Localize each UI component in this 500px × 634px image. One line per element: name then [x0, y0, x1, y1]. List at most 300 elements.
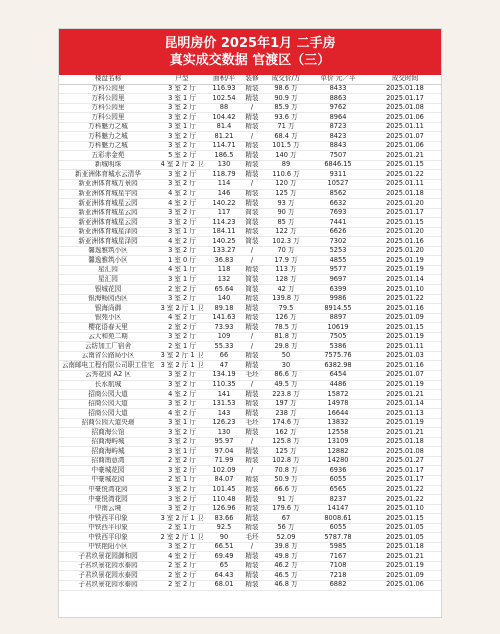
cell-unit-price: 6882 [309, 580, 367, 590]
cell-name: 子君玖景花园水泰园 [59, 580, 157, 590]
cell-decoration: / [241, 380, 263, 390]
cell-decoration: 简装 [241, 218, 263, 228]
cell-price: 179.6 万 [263, 504, 309, 514]
cell-area: 132 [207, 275, 241, 285]
cell-date: 2025.01.20 [367, 199, 442, 209]
cell-area: 102.09 [207, 466, 241, 476]
cell-name: 招商海公馆 [59, 428, 157, 438]
cell-decoration: 精装 [241, 313, 263, 323]
cell-name: 万科魅力之城 [59, 141, 157, 151]
cell-decoration: 简装 [241, 237, 263, 247]
cell-name: 银城花园 [59, 285, 157, 295]
cell-unit-price: 9577 [309, 265, 367, 275]
cell-area: 110.48 [207, 495, 241, 505]
cell-name: 中铁西平印象 [59, 523, 157, 533]
cell-price: 68.4 万 [263, 132, 309, 142]
cell-price: 39.8 万 [263, 542, 309, 552]
cell-price: 29.8 万 [263, 342, 309, 352]
cell-name: 万科魅力之城 [59, 132, 157, 142]
cell-layout: 3 室 2 厅 [157, 170, 207, 180]
cell-layout: 4 室 2 厅 [157, 199, 207, 209]
table-row [59, 561, 442, 571]
cell-unit-price: 8863 [309, 94, 367, 104]
cell-unit-price: 7302 [309, 237, 367, 247]
cell-name: 招商海屿城 [59, 437, 157, 447]
cell-decoration: / [241, 342, 263, 352]
column-header-name: 楼盘名称 [59, 75, 157, 84]
cell-date: 2025.01.03 [367, 351, 442, 361]
cell-price: 79.5 [263, 304, 309, 314]
cell-decoration: / [241, 180, 263, 190]
cell-price: 125 万 [263, 189, 309, 199]
cell-unit-price: 8897 [309, 313, 367, 323]
table-row [59, 94, 442, 104]
cell-decoration: 精装 [241, 189, 263, 199]
column-header-date: 成交时间 [367, 75, 442, 84]
cell-price: 120 万 [263, 180, 309, 190]
table-row [59, 170, 442, 180]
table-row [59, 332, 442, 342]
table-row [59, 132, 442, 142]
cell-area: 81.21 [207, 132, 241, 142]
cell-unit-price: 6454 [309, 370, 367, 380]
table-row [59, 447, 442, 457]
cell-area: 66.51 [207, 542, 241, 552]
cell-area: 36.83 [207, 256, 241, 266]
cell-date: 2025.01.22 [367, 495, 442, 505]
cell-layout: 3 室 2 厅 1 卫 [157, 514, 207, 524]
cell-unit-price: 7441 [309, 218, 367, 228]
cell-layout: 3 室 2 厅 [157, 504, 207, 514]
cell-decoration: 精装 [241, 571, 263, 581]
cell-layout: 3 室 1 厅 [157, 94, 207, 104]
cell-unit-price: 16644 [309, 409, 367, 419]
cell-date: 2025.01.06 [367, 141, 442, 151]
cell-unit-price: 9311 [309, 170, 367, 180]
cell-name: 云大和苑二期 [59, 332, 157, 342]
cell-name: 新亚洲体育城万景园 [59, 180, 157, 190]
cell-unit-price: 5985 [309, 542, 367, 552]
cell-decoration: / [241, 256, 263, 266]
cell-price: 70.8 万 [263, 466, 309, 476]
cell-price: 46.8 万 [263, 580, 309, 590]
cell-name: 中南云境 [59, 504, 157, 514]
cell-price: 71 万 [263, 122, 309, 132]
cell-name: 招商公园大道 [59, 390, 157, 400]
cell-decoration: 精装 [241, 504, 263, 514]
cell-layout: 3 室 2 厅 [157, 246, 207, 256]
price-table-card [58, 28, 442, 618]
cell-decoration: / [241, 103, 263, 113]
cell-area: 141.63 [207, 313, 241, 323]
cell-price: 49.5 万 [263, 380, 309, 390]
cell-date: 2025.01.21 [367, 151, 442, 161]
cell-unit-price: 14147 [309, 504, 367, 514]
cell-layout: 3 室 2 厅 [157, 485, 207, 495]
cell-date: 2025.01.15 [367, 218, 442, 228]
cell-decoration: 简装 [241, 275, 263, 285]
cell-date: 2025.01.16 [367, 237, 442, 247]
table-body [59, 84, 442, 590]
cell-price: 70 万 [263, 246, 309, 256]
cell-unit-price: 10527 [309, 180, 367, 190]
cell-unit-price: 7167 [309, 552, 367, 562]
cell-area: 184.11 [207, 227, 241, 237]
cell-unit-price: 7218 [309, 571, 367, 581]
cell-decoration: 精装 [241, 122, 263, 132]
cell-area: 116.93 [207, 84, 241, 94]
cell-price: 93.6 万 [263, 113, 309, 123]
table-row [59, 294, 442, 304]
cell-price: 113 万 [263, 265, 309, 275]
table-row [59, 227, 442, 237]
cell-decoration: 精装 [241, 227, 263, 237]
cell-unit-price: 7507 [309, 151, 367, 161]
cell-date: 2025.01.07 [367, 132, 442, 142]
cell-date: 2025.01.22 [367, 294, 442, 304]
cell-layout: 3 室 2 厅 [157, 370, 207, 380]
cell-name: 银海尚御 [59, 304, 157, 314]
cell-price: 110.6 万 [263, 170, 309, 180]
cell-decoration: 毛坯 [241, 533, 263, 543]
cell-name: 子君玖景花园水泰园 [59, 561, 157, 571]
cell-name: 云秀花园 A2 区 [59, 370, 157, 380]
cell-area: 130 [207, 428, 241, 438]
cell-price: 126 万 [263, 313, 309, 323]
cell-name: 新亚洲体育城星云园 [59, 218, 157, 228]
cell-date: 2025.01.19 [367, 256, 442, 266]
cell-unit-price: 12882 [309, 447, 367, 457]
cell-decoration: 精装 [241, 361, 263, 371]
title-line-2: 真实成交数据 官渡区（三） [169, 53, 331, 68]
cell-decoration: 精装 [241, 552, 263, 562]
transaction-table [59, 75, 442, 591]
cell-date: 2025.01.06 [367, 580, 442, 590]
cell-price: 128 万 [263, 275, 309, 285]
cell-decoration: 精装 [241, 456, 263, 466]
table-row [59, 437, 442, 447]
cell-layout: 3 室 2 厅 [157, 542, 207, 552]
cell-layout: 4 室 1 厅 [157, 265, 207, 275]
cell-price: 140 万 [263, 151, 309, 161]
table-row [59, 122, 442, 132]
cell-name: 招商公园大道 [59, 399, 157, 409]
table-row [59, 571, 442, 581]
cell-area: 118 [207, 265, 241, 275]
cell-date: 2025.01.05 [367, 523, 442, 533]
cell-unit-price: 14280 [309, 456, 367, 466]
cell-layout: 4 室 2 厅 [157, 237, 207, 247]
cell-price: 78.5 万 [263, 323, 309, 333]
cell-layout: 3 室 2 厅 [157, 437, 207, 447]
cell-price: 81.8 万 [263, 332, 309, 342]
cell-layout: 2 室 1 厅 [157, 475, 207, 485]
cell-area: 89.18 [207, 304, 241, 314]
cell-name: 万科公园里 [59, 103, 157, 113]
table-row [59, 456, 442, 466]
cell-area: 68.01 [207, 580, 241, 590]
cell-date: 2025.01.11 [367, 342, 442, 352]
cell-decoration: 精装 [241, 294, 263, 304]
cell-price: 197 万 [263, 399, 309, 409]
cell-date: 2025.01.09 [367, 571, 442, 581]
cell-decoration: 精装 [241, 199, 263, 209]
cell-area: 114.23 [207, 218, 241, 228]
cell-unit-price: 8008.61 [309, 514, 367, 524]
cell-name: 五彩赤金苑 [59, 151, 157, 161]
table-row [59, 495, 442, 505]
cell-unit-price: 6626 [309, 227, 367, 237]
cell-area: 110.35 [207, 380, 241, 390]
cell-layout: 3 室 2 厅 [157, 495, 207, 505]
cell-unit-price: 7505 [309, 332, 367, 342]
cell-layout: 3 室 2 厅 [157, 294, 207, 304]
table-row [59, 370, 442, 380]
cell-layout: 3 室 2 厅 [157, 399, 207, 409]
table-row [59, 428, 442, 438]
cell-area: 140 [207, 294, 241, 304]
cell-decoration: 精装 [241, 265, 263, 275]
cell-unit-price: 8237 [309, 495, 367, 505]
cell-unit-price: 13109 [309, 437, 367, 447]
cell-price: 162 万 [263, 428, 309, 438]
table-row [59, 237, 442, 247]
cell-area: 73.93 [207, 323, 241, 333]
cell-decoration: 毛坯 [241, 370, 263, 380]
column-header-price: 成交价/万 [263, 75, 309, 84]
cell-unit-price: 6632 [309, 199, 367, 209]
cell-name: 中豪城花园 [59, 475, 157, 485]
cell-date: 2025.01.17 [367, 94, 442, 104]
table-row [59, 313, 442, 323]
cell-name: 万科公园里 [59, 113, 157, 123]
cell-price: 86.6 万 [263, 370, 309, 380]
table-row [59, 103, 442, 113]
cell-name: 星汇园 [59, 275, 157, 285]
table-row [59, 390, 442, 400]
cell-price: 101.5 万 [263, 141, 309, 151]
cell-decoration: 精装 [241, 170, 263, 180]
cell-area: 92.5 [207, 523, 241, 533]
cell-layout: 2 室 2 厅 [157, 571, 207, 581]
cell-price: 98.6 万 [263, 84, 309, 94]
cell-price: 89 [263, 160, 309, 170]
column-header-unit-price: 单价 元／平 [309, 75, 367, 84]
cell-date: 2025.01.10 [367, 285, 442, 295]
table-row [59, 485, 442, 495]
cell-date: 2025.01.22 [367, 485, 442, 495]
cell-name: 云纺加工厂宿舍 [59, 342, 157, 352]
cell-name: 馨逸雅筑小区 [59, 256, 157, 266]
cell-layout: 3 室 2 厅 [157, 84, 207, 94]
cell-name: 中铁艳阳小区 [59, 542, 157, 552]
cell-decoration: 精装 [241, 428, 263, 438]
table-row [59, 199, 442, 209]
table-row [59, 151, 442, 161]
table-row [59, 342, 442, 352]
cell-name: 新亚洲体育城星云园 [59, 199, 157, 209]
cell-unit-price: 8423 [309, 132, 367, 142]
cell-area: 69.49 [207, 552, 241, 562]
cell-unit-price: 6399 [309, 285, 367, 295]
column-header-decoration: 装修 [241, 75, 263, 84]
cell-area: 88 [207, 103, 241, 113]
cell-price: 46.5 万 [263, 571, 309, 581]
table-row [59, 189, 442, 199]
cell-date: 2025.01.14 [367, 275, 442, 285]
table-row [59, 418, 442, 428]
cell-layout: 4 室 2 厅 [157, 409, 207, 419]
cell-layout: 3 室 2 厅 [157, 332, 207, 342]
cell-decoration: 精装 [241, 475, 263, 485]
cell-price: 52.09 [263, 533, 309, 543]
table-row [59, 180, 442, 190]
cell-unit-price: 10619 [309, 323, 367, 333]
cell-name: 新亚洲体育城星泽园 [59, 237, 157, 247]
cell-area: 65 [207, 561, 241, 571]
cell-name: 中豪悦湾花园 [59, 495, 157, 505]
cell-date: 2025.01.06 [367, 113, 442, 123]
cell-area: 146 [207, 189, 241, 199]
cell-name: 长水航城 [59, 380, 157, 390]
cell-name: 中豪悦湾花园 [59, 485, 157, 495]
cell-price: 66.6 万 [263, 485, 309, 495]
cell-decoration: 精装 [241, 94, 263, 104]
cell-name: 银苑小区 [59, 313, 157, 323]
cell-decoration: 精装 [241, 351, 263, 361]
cell-area: 114.71 [207, 141, 241, 151]
cell-area: 84.07 [207, 475, 241, 485]
cell-unit-price: 6846.15 [309, 160, 367, 170]
cell-unit-price: 6565 [309, 485, 367, 495]
cell-name: 樱花语春天里 [59, 323, 157, 333]
cell-price: 125.8 万 [263, 437, 309, 447]
cell-decoration: 精装 [241, 409, 263, 419]
cell-layout: 2 室 1 厅 [157, 342, 207, 352]
cell-decoration: 毛坯 [241, 418, 263, 428]
cell-price: 42 万 [263, 285, 309, 295]
title-line-1: 昆明房价 2025年1月 二手房 [164, 36, 336, 51]
cell-name: 云南省公路局小区 [59, 351, 157, 361]
cell-unit-price: 7575.76 [309, 351, 367, 361]
cell-unit-price: 9986 [309, 294, 367, 304]
cell-price: 174.6 万 [263, 418, 309, 428]
table-row [59, 218, 442, 228]
cell-area: 117 [207, 208, 241, 218]
cell-date: 2025.01.27 [367, 456, 442, 466]
cell-date: 2025.01.20 [367, 246, 442, 256]
cell-layout: 3 室 2 厅 1 卫 [157, 351, 207, 361]
cell-price: 17.9 万 [263, 256, 309, 266]
cell-date: 2025.01.11 [367, 180, 442, 190]
cell-date: 2025.01.21 [367, 390, 442, 400]
cell-name: 万科魅力之城 [59, 122, 157, 132]
cell-decoration: 精装 [241, 141, 263, 151]
cell-name: 云南邮电工程有限公司职工住宅 [59, 361, 157, 371]
table-row [59, 351, 442, 361]
cell-decoration: / [241, 466, 263, 476]
cell-decoration: 精装 [241, 495, 263, 505]
cell-area: 65.64 [207, 285, 241, 295]
cell-layout: 5 室 2 厅 [157, 151, 207, 161]
table-row [59, 552, 442, 562]
table-row [59, 323, 442, 333]
cell-unit-price: 4486 [309, 380, 367, 390]
cell-layout: 3 室 2 厅 [157, 180, 207, 190]
cell-unit-price: 7108 [309, 561, 367, 571]
cell-unit-price: 7693 [309, 208, 367, 218]
cell-area: 81.4 [207, 122, 241, 132]
cell-price: 102.8 万 [263, 456, 309, 466]
cell-price: 122 万 [263, 227, 309, 237]
cell-unit-price: 8433 [309, 84, 367, 94]
cell-date: 2025.01.10 [367, 504, 442, 514]
cell-area: 101.45 [207, 485, 241, 495]
cell-unit-price: 8964 [309, 113, 367, 123]
cell-unit-price: 9697 [309, 275, 367, 285]
cell-area: 109 [207, 332, 241, 342]
cell-name: 招商公园大道央璟 [59, 418, 157, 428]
cell-unit-price: 12558 [309, 428, 367, 438]
cell-unit-price: 5253 [309, 246, 367, 256]
cell-unit-price: 5787.78 [309, 533, 367, 543]
cell-name: 中铁西平印象 [59, 514, 157, 524]
cell-price: 85.9 万 [263, 103, 309, 113]
cell-decoration: 精装 [241, 160, 263, 170]
cell-area: 83.66 [207, 514, 241, 524]
cell-date: 2025.01.05 [367, 533, 442, 543]
cell-date: 2025.01.18 [367, 189, 442, 199]
column-header-layout: 户型 [157, 75, 207, 84]
cell-layout: 2 室 2 厅 [157, 580, 207, 590]
cell-layout: 4 室 2 厅 2 卫 [157, 160, 207, 170]
cell-layout: 4 室 2 厅 [157, 390, 207, 400]
cell-date: 2025.01.15 [367, 160, 442, 170]
cell-layout: 4 室 2 厅 [157, 552, 207, 562]
cell-date: 2025.01.19 [367, 265, 442, 275]
cell-area: 102.54 [207, 94, 241, 104]
cell-layout: 3 室 2 厅 1 卫 [157, 304, 207, 314]
table-row [59, 514, 442, 524]
cell-unit-price: 5386 [309, 342, 367, 352]
table-row [59, 160, 442, 170]
cell-price: 50 [263, 351, 309, 361]
cell-date: 2025.01.16 [367, 361, 442, 371]
cell-price: 102.3 万 [263, 237, 309, 247]
cell-layout: 3 室 2 厅 1 卫 [157, 361, 207, 371]
cell-layout: 3 室 1 厅 [157, 227, 207, 237]
table-row [59, 275, 442, 285]
cell-date: 2025.01.17 [367, 475, 442, 485]
cell-layout: 1 室 0 厅 [157, 256, 207, 266]
cell-layout: 3 室 1 厅 [157, 275, 207, 285]
cell-date: 2025.01.16 [367, 304, 442, 314]
cell-unit-price: 13832 [309, 418, 367, 428]
cell-area: 143 [207, 409, 241, 419]
table-row [59, 304, 442, 314]
table-row [59, 409, 442, 419]
cell-name: 子君玖景花园御和园 [59, 552, 157, 562]
cell-layout: 3 室 2 厅 [157, 132, 207, 142]
cell-unit-price: 8723 [309, 122, 367, 132]
cell-layout: 2 室 2 厅 [157, 456, 207, 466]
cell-price: 49.8 万 [263, 552, 309, 562]
cell-decoration: / [241, 132, 263, 142]
cell-name: 新亚洲体育城星宇园 [59, 189, 157, 199]
cell-layout: 3 室 1 厅 [157, 447, 207, 457]
cell-price: 90 万 [263, 208, 309, 218]
cell-price: 90.9 万 [263, 94, 309, 104]
